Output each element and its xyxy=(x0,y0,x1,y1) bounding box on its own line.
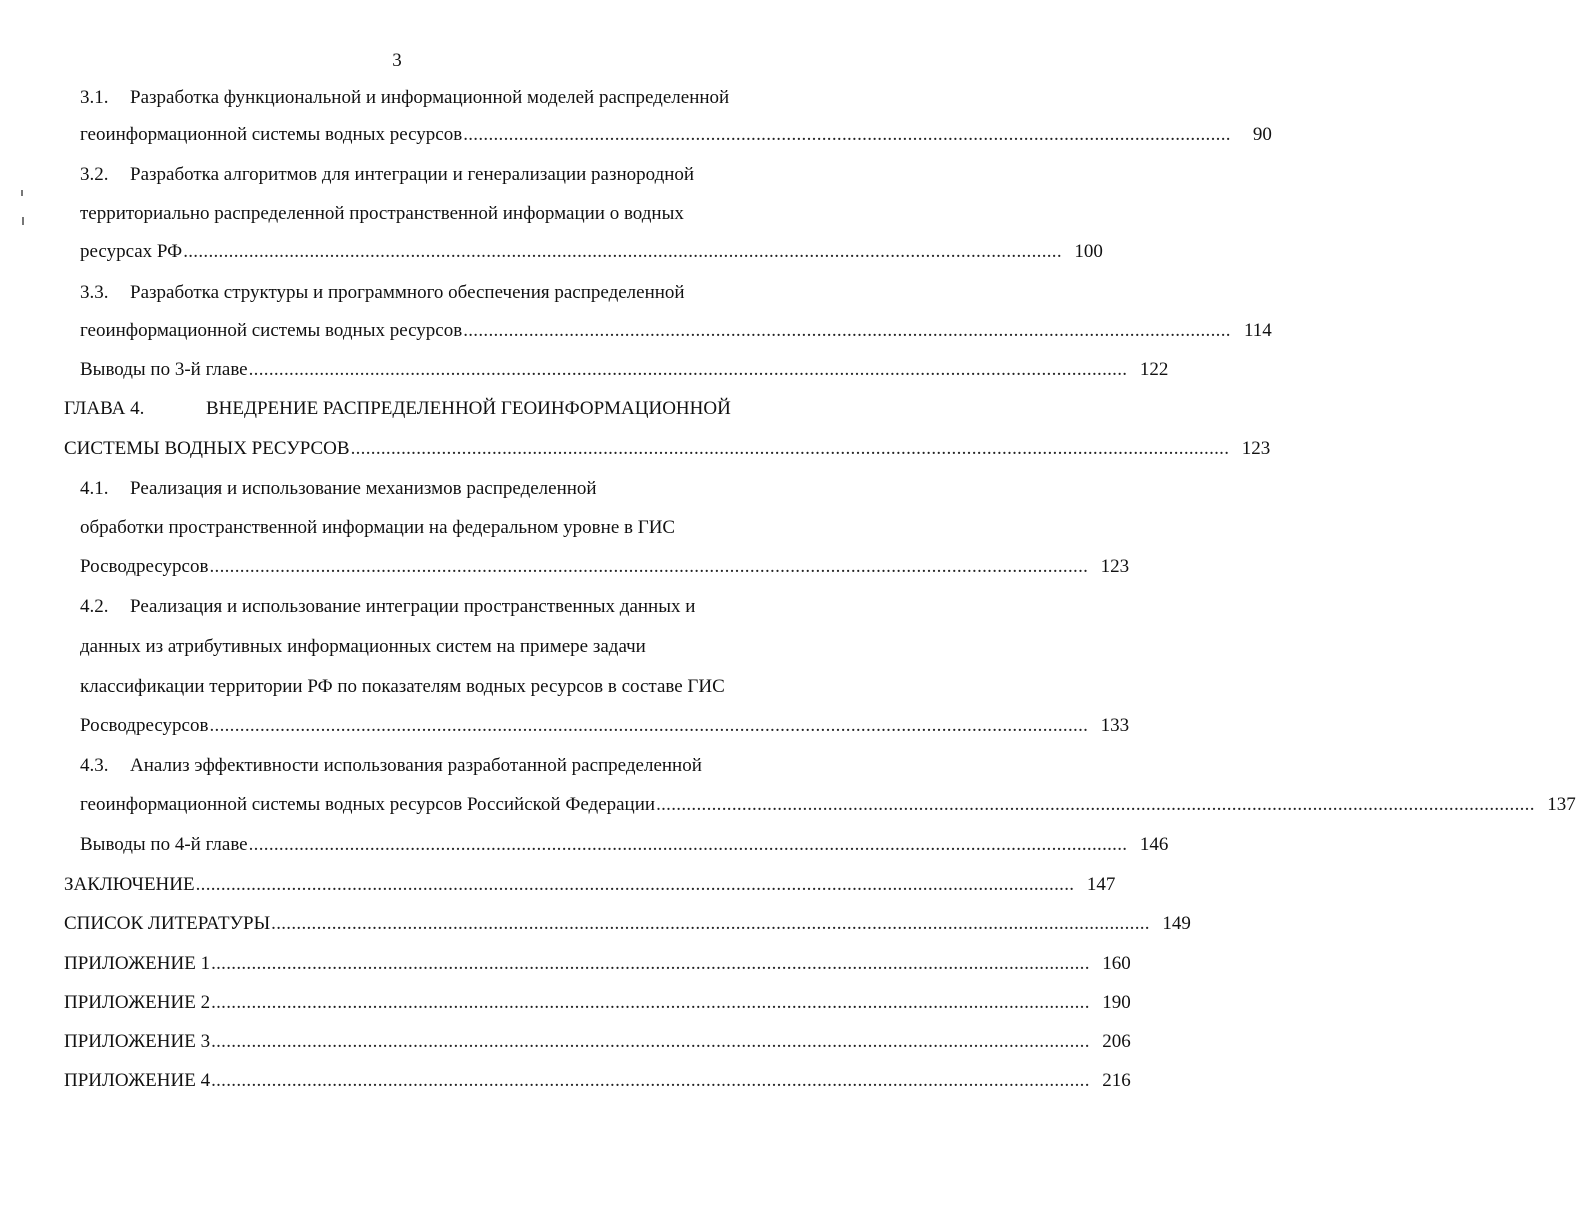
toc-entry-appendix-4[interactable] xyxy=(64,1066,1131,1096)
leader-dots: .............................................................................................................................................................................. xyxy=(209,556,1089,577)
page-ref: 137 xyxy=(1547,794,1576,815)
section-title-cont: данных из атрибутивных информационных систем на примере задачи xyxy=(80,636,646,657)
toc-entry-appendix-1[interactable] xyxy=(64,949,1131,979)
page-ref: 190 xyxy=(1102,992,1131,1013)
toc-entry-3-2-cont xyxy=(80,199,740,229)
page-ref: 90 xyxy=(1252,124,1272,145)
section-number: 3.3. xyxy=(80,282,109,303)
leader-dots: .............................................................................................................................................................................. xyxy=(248,834,1128,855)
toc-entry-conclusions-4[interactable] xyxy=(80,830,1169,860)
toc-entry-4-2-cont xyxy=(80,632,740,662)
leader-dots: .............................................................................................................................................................................. xyxy=(271,913,1150,934)
page-ref: 146 xyxy=(1139,834,1169,855)
leader-dots: ........................................................................................................................................................ xyxy=(463,124,1231,145)
section-title: СПИСОК ЛИТЕРАТУРЫ xyxy=(64,913,271,934)
page-ref: 123 xyxy=(1100,556,1130,577)
section-title: Выводы по 3-й главе xyxy=(80,359,248,380)
page-ref: 216 xyxy=(1102,1070,1131,1091)
chapter-number: ГЛАВА 4. xyxy=(64,398,145,419)
page-ref: 149 xyxy=(1162,913,1191,934)
toc-entry-4-2-cont xyxy=(80,672,740,702)
section-title: Реализация и использование механизмов распределенной xyxy=(130,478,597,499)
toc-entry-3-3-cont[interactable] xyxy=(80,316,1272,346)
section-number: 4.1. xyxy=(80,478,109,499)
toc-entry-4-1-cont xyxy=(80,513,740,543)
section-title: Разработка алгоритмов для интеграции и генерализации разнородной xyxy=(130,164,695,185)
scan-mark xyxy=(22,217,24,225)
section-title: Разработка структуры и программного обеспечения распределенной xyxy=(130,282,685,303)
page-ref: 147 xyxy=(1086,874,1116,895)
section-title: ЗАКЛЮЧЕНИЕ xyxy=(64,874,195,895)
leader-dots: .............................................................................................................................................................................. xyxy=(656,794,1535,815)
toc-entry-4-3[interactable] xyxy=(80,751,740,781)
toc-entry-chapter-4-cont[interactable] xyxy=(64,434,1271,464)
toc-entry-4-1-end[interactable] xyxy=(80,552,1130,582)
toc-entry-3-2[interactable] xyxy=(80,160,740,190)
section-title: ПРИЛОЖЕНИЕ 4 xyxy=(64,1070,211,1091)
section-number: 4.2. xyxy=(80,596,109,617)
section-number: 3.2. xyxy=(80,164,109,185)
toc-entry-4-2-end[interactable] xyxy=(80,711,1130,741)
page-ref: 160 xyxy=(1102,953,1131,974)
leader-dots: .............................................................................................................................................................................. xyxy=(248,359,1128,380)
toc-entry-appendix-3[interactable] xyxy=(64,1027,1131,1057)
section-title-cont: территориально распределенной пространственной информации о водных xyxy=(80,203,684,224)
toc-entry-3-3[interactable] xyxy=(80,278,740,308)
page-ref: 206 xyxy=(1102,1031,1131,1052)
page-ref: 100 xyxy=(1074,241,1103,262)
leader-dots: .............................................................................................................................................................................. xyxy=(183,241,1062,262)
toc-entry-chapter-4[interactable] xyxy=(64,394,744,424)
page-ref: 122 xyxy=(1139,359,1169,380)
toc-entry-appendix-2[interactable] xyxy=(64,988,1131,1018)
section-title-cont: обработки пространственной информации на федеральном уровне в ГИС xyxy=(80,517,676,538)
toc-entry-4-2[interactable] xyxy=(80,592,740,622)
section-title-cont: геоинформационной системы водных ресурсов xyxy=(80,124,463,145)
leader-dots: .............................................................................................................................................................................. xyxy=(211,1031,1090,1052)
section-title-cont: ресурсах РФ xyxy=(80,241,183,262)
section-title-cont: геоинформационной системы водных ресурсов Российской Федерации xyxy=(80,794,656,815)
section-title: Анализ эффективности использования разработанной распределенной xyxy=(130,755,702,776)
chapter-title: ВНЕДРЕНИЕ РАСПРЕДЕЛЕННОЙ ГЕОИНФОРМАЦИОННОЙ xyxy=(206,398,731,419)
leader-dots: .............................................................................................................................................................................. xyxy=(211,953,1090,974)
toc-entry-3-1-cont[interactable] xyxy=(80,120,1272,150)
section-title: Выводы по 4-й главе xyxy=(80,834,248,855)
toc-entry-4-3-cont[interactable] xyxy=(80,790,1576,820)
section-title: Разработка функциональной и информационной моделей распределенной xyxy=(130,87,730,108)
leader-dots: .............................................................................................................................................................................. xyxy=(195,874,1075,895)
section-title-cont: геоинформационной системы водных ресурсов xyxy=(80,320,463,341)
leader-dots: .............................................................................................................................................................................. xyxy=(350,438,1230,459)
scan-mark xyxy=(21,190,23,196)
section-title: ПРИЛОЖЕНИЕ 3 xyxy=(64,1031,211,1052)
section-title: Реализация и использование интеграции пространственных данных и xyxy=(130,596,696,617)
section-title: ПРИЛОЖЕНИЕ 1 xyxy=(64,953,211,974)
section-title: ПРИЛОЖЕНИЕ 2 xyxy=(64,992,211,1013)
section-title-cont: классификации территории РФ по показателям водных ресурсов в составе ГИС xyxy=(80,676,725,697)
page-ref: 123 xyxy=(1241,438,1271,459)
leader-dots: .............................................................................................................................................................................. xyxy=(209,715,1089,736)
toc-entry-conclusions-3[interactable] xyxy=(80,355,1169,385)
toc-entry-3-2-end[interactable] xyxy=(80,237,1103,267)
chapter-title-cont: СИСТЕМЫ ВОДНЫХ РЕСУРСОВ xyxy=(64,438,350,459)
page-ref: 133 xyxy=(1100,715,1130,736)
page-ref: 114 xyxy=(1244,320,1272,341)
leader-dots: .............................................................................................................................................................................. xyxy=(211,992,1090,1013)
toc-entry-4-1[interactable] xyxy=(80,474,740,504)
toc-entry-3-1[interactable] xyxy=(80,83,740,113)
toc-entry-references[interactable] xyxy=(64,909,1191,939)
toc-entry-conclusion[interactable] xyxy=(64,870,1116,900)
leader-dots: .............................................................................................................................................................................. xyxy=(211,1070,1090,1091)
section-title-cont: Росводресурсов xyxy=(80,556,209,577)
page-number: 3 xyxy=(392,50,402,71)
section-title-cont: Росводресурсов xyxy=(80,715,209,736)
leader-dots: ........................................................................................................................................................ xyxy=(463,320,1231,341)
section-number: 4.3. xyxy=(80,755,109,776)
section-number: 3.1. xyxy=(80,87,109,108)
